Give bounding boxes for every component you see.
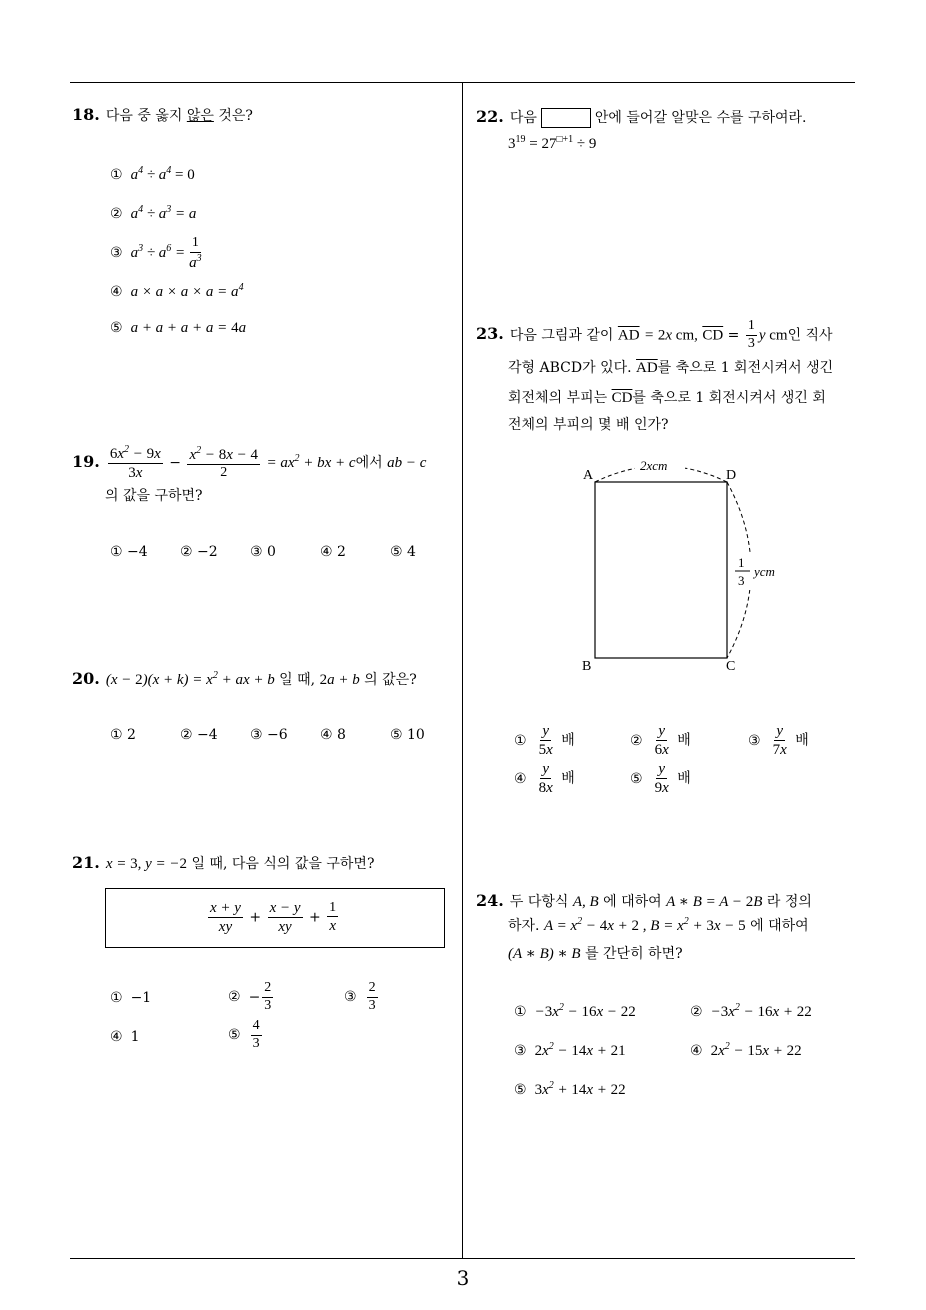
vertex-label-d: D [726, 468, 737, 483]
choice-18-3[interactable]: ③ $a^3 \div a^6$ = $\frac{1}{a^3}$ [110, 235, 202, 271]
question-text: 를 축으로 1 회전시켜서 생긴 회 [632, 390, 826, 406]
question-24-line2: 하자. $A = x^2 - 4x + 2$ , $B = x^2 + 3x - 5$ 에 대하여 [508, 916, 809, 934]
choice-marker: ④ [110, 284, 123, 300]
choice-marker: ① [110, 167, 123, 183]
question-text: 의 값은? [359, 672, 417, 688]
question-text-underlined: 않은 [186, 108, 214, 124]
choice-20-3[interactable]: ③ −6 [250, 727, 288, 743]
question-text: 인 직사 [787, 327, 833, 344]
choice-19-3[interactable]: ③ 0 [250, 544, 276, 560]
question-text: 라 정의 [766, 894, 812, 910]
question-number: 21. [72, 853, 100, 872]
choice-23-1[interactable]: ① $\frac{y}{5x}$ 배 [514, 723, 575, 758]
question-text: 각형 ABCD가 있다. [508, 360, 632, 376]
question-text: 것은? [213, 108, 253, 124]
question-23-line2: 각형 ABCD가 있다. $\overline{AD}$를 축으로 1 회전시켜서 생긴 [508, 360, 834, 376]
top-length-label: 2xcm [640, 458, 668, 473]
choice-marker: ② [110, 206, 123, 222]
choice-21-1[interactable]: ① −1 [110, 990, 152, 1006]
question-number: 24. [476, 891, 504, 910]
choice-19-4[interactable]: ④ 2 [320, 544, 346, 560]
choice-marker: ① [514, 1004, 527, 1020]
side-frac-num: 1 [738, 555, 745, 570]
choice-marker: ④ [690, 1043, 703, 1059]
choice-marker: ② [630, 732, 643, 749]
choice-marker: ⑤ [514, 1082, 527, 1098]
choice-19-1[interactable]: ① −4 [110, 544, 148, 560]
question-text: 일 때, 다음 식의 값을 구하면? [187, 856, 375, 872]
choice-19-5[interactable]: ⑤ 4 [390, 544, 416, 560]
choice-20-1[interactable]: ① 2 [110, 727, 136, 743]
question-22-equation: $3^{19} = 27^{□+1} \div 9$ [508, 134, 597, 152]
choice-marker: ② [228, 989, 241, 1006]
bottom-rule [70, 1258, 855, 1259]
choice-21-4[interactable]: ④ 1 [110, 1029, 140, 1045]
question-20: 20. $(x - 2)(x + k) = x^2$ + ax + b 일 때, 2a + b 의 값은? [72, 669, 417, 688]
choice-marker: ③ [748, 732, 761, 749]
question-18 [72, 102, 253, 128]
choice-24-3[interactable]: ③ $2x^2 - 14x + 21$ [514, 1041, 626, 1059]
question-text: 회전체의 부피는 [508, 390, 608, 406]
choice-marker: ④ [514, 770, 527, 787]
choice-marker: ③ [514, 1043, 527, 1059]
question-22 [476, 104, 807, 130]
choice-marker: ① [110, 990, 123, 1006]
side-frac-den: 3 [738, 573, 745, 588]
vertex-label-c: C [726, 659, 736, 674]
choice-18-4[interactable]: ④ $a \times a \times a \times a = a^4$ [110, 282, 244, 300]
expression-box: $\frac{x + y}{xy}$ + $\frac{x - y}{xy}$ + $\frac{1}{x}$ [105, 888, 445, 948]
choice-marker: ④ [110, 1029, 123, 1045]
question-19-line2 [105, 485, 203, 507]
choice-marker: ⑤ [110, 320, 123, 336]
question-19: 19. $\frac{6x^2 - 9x}{3x}$ − $\frac{x^2 - 8x - 4}{2}$ = $ax^2$ + bx + c에서 ab − c [72, 444, 427, 481]
question-text: 를 간단히 하면? [585, 946, 683, 962]
choice-suffix: 배 [561, 770, 575, 787]
side-length-label: ycm [754, 564, 775, 579]
question-21: 21. x = 3, y = −2 일 때, 다음 식의 값을 구하면? [72, 853, 375, 872]
choice-21-3[interactable]: ③ $\frac{2}{3}$ [344, 980, 376, 1013]
vertex-label-b: B [582, 659, 592, 674]
choice-19-2[interactable]: ② −2 [180, 544, 218, 560]
choice-marker: ⑤ [630, 770, 643, 787]
choice-23-5[interactable]: ⑤ $\frac{y}{9x}$ 배 [630, 761, 691, 796]
question-number: 18. [72, 105, 100, 124]
question-23-line4 [508, 414, 669, 436]
question-text: 다음 중 옳지 [105, 108, 187, 124]
question-text: 일 때, [274, 672, 320, 688]
choice-18-2[interactable]: ② $a^4 \div a^3 = a$ [110, 204, 197, 222]
choice-20-4[interactable]: ④ 8 [320, 727, 346, 743]
question-24-line3: (A ∗ B) ∗ B 를 간단히 하면? [508, 946, 683, 962]
question-text: 안에 들어갈 알맞은 수를 구하여라. [594, 110, 807, 126]
question-number: 20. [72, 669, 100, 688]
choice-24-5[interactable]: ⑤ $3x^2 + 14x + 22$ [514, 1080, 626, 1098]
choice-20-5[interactable]: ⑤ 10 [390, 727, 425, 743]
column-divider [462, 83, 463, 1258]
vertex-label-a: A [583, 468, 594, 483]
question-text: 에 대하여 [750, 918, 809, 934]
choice-suffix: 배 [561, 732, 575, 749]
choice-24-4[interactable]: ④ $2x^2 - 15x + 22$ [690, 1041, 802, 1059]
choice-marker: ① [514, 732, 527, 749]
question-24: 24. 두 다항식 A, B 에 대하여 A ∗ B = A − 2B 라 정의 [476, 891, 812, 910]
question-text: 다음 그림과 같이 [509, 327, 614, 344]
question-text: 하자. [508, 918, 540, 934]
question-23-line3: 회전체의 부피는 $\overline{CD}$를 축으로 1 회전시켜서 생긴 회 [508, 390, 826, 406]
choice-marker: ② [690, 1004, 703, 1020]
choice-suffix: 배 [795, 732, 809, 749]
question-text: 다음 [509, 110, 537, 126]
question-text: 의 값을 구하면? [105, 488, 203, 504]
choice-18-1[interactable]: ① $a^4 \div a^4 = 0$ [110, 165, 195, 183]
choice-suffix: 배 [677, 732, 691, 749]
choice-marker: ③ [110, 245, 123, 262]
question-text: 두 다항식 [509, 894, 569, 910]
question-number: 19. [72, 452, 100, 471]
choice-marker: ⑤ [228, 1027, 241, 1044]
choice-23-4[interactable]: ④ $\frac{y}{8x}$ 배 [514, 761, 575, 796]
question-number: 22. [476, 107, 504, 126]
choice-24-2[interactable]: ② $-3x^2 - 16x + 22$ [690, 1002, 812, 1020]
question-text: 를 축으로 1 회전시켜서 생긴 [657, 360, 834, 376]
question-23: 23. 다음 그림과 같이 $\overline{AD} = 2x$ cm, $\overline{CD}$ = $\frac{1}{3}$ y cm인 직사 [476, 318, 833, 351]
choice-marker: ③ [344, 989, 357, 1006]
question-text: 전체의 부피의 몇 배 인가? [508, 417, 669, 433]
choice-20-2[interactable]: ② −4 [180, 727, 218, 743]
choice-24-1[interactable]: ① $-3x^2 - 16x - 22$ [514, 1002, 636, 1020]
question-number: 23. [476, 324, 504, 344]
answer-blank[interactable] [541, 108, 591, 128]
choice-23-2[interactable]: ② $\frac{y}{6x}$ 배 [630, 723, 691, 758]
rectangle-figure [570, 452, 800, 677]
choice-21-5[interactable]: ⑤ $\frac{4}{3}$ [228, 1018, 260, 1051]
choice-23-3[interactable]: ③ $\frac{y}{7x}$ 배 [748, 723, 809, 758]
question-text: 에 대하여 [603, 894, 662, 910]
choice-suffix: 배 [677, 770, 691, 787]
choice-18-5[interactable]: ⑤ a + a + a + a = 4a [110, 320, 247, 336]
question-text: 에서 [355, 455, 383, 471]
page-number: 3 [456, 1266, 470, 1290]
choice-21-2[interactable]: ② − $\frac{2}{3}$ [228, 980, 272, 1013]
